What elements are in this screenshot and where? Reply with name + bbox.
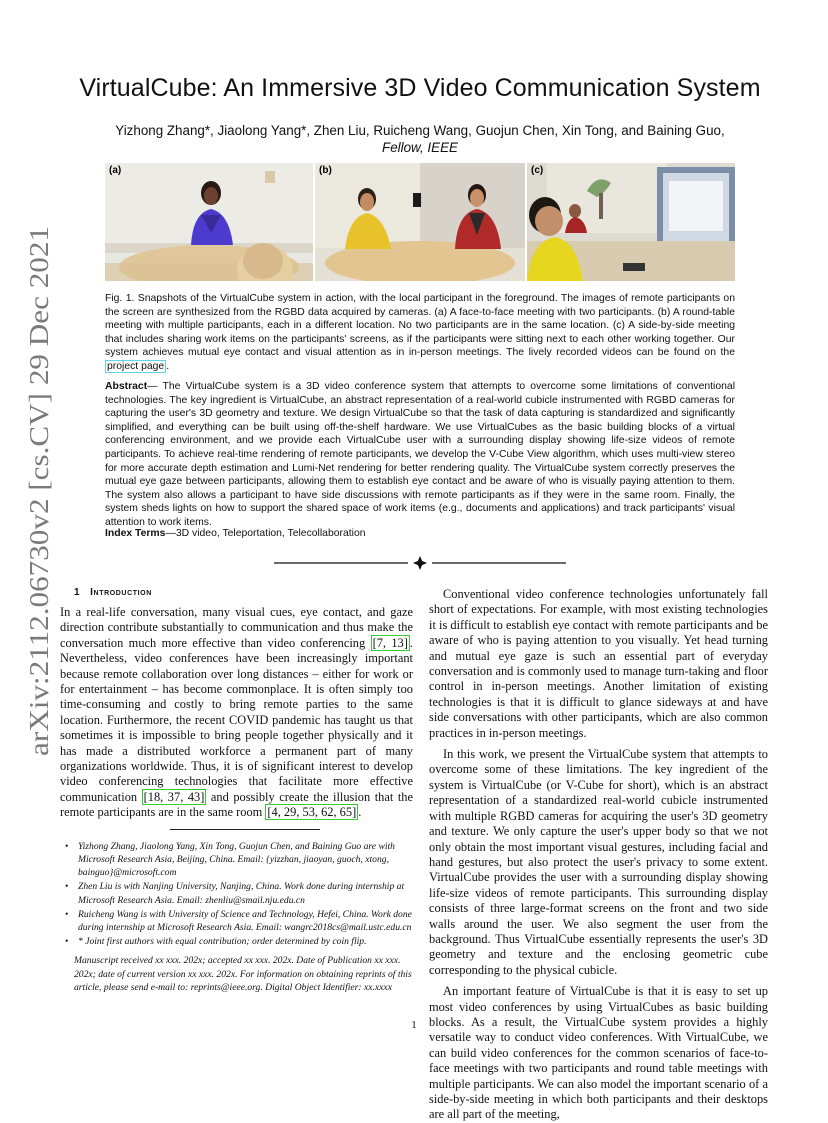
face-to-face-scene-image xyxy=(105,163,313,281)
abstract xyxy=(105,380,735,530)
side-by-side-scene-image xyxy=(527,163,735,281)
caption-text: Fig. 1. Snapshots of the VirtualCube system in action, with the local participant in the foreground. The images of remote participants on the screen are synthesized from the RGBD data acquired by cameras. (a) A face-to-face meeting with two participants. (b) A round-table meeting with multiple participants, each in a different location. No two participants are in the same location. (c) A side-by-side meeting that includes sharing work items on the participants' screens, as if the participants were sitting next to each other working together. Our system achieves mutual eye contact and visual attention as in in-person meetings. The lively recorded videos can be found on the xyxy=(105,293,735,359)
paragraph-text: and possibly create the illusion that the remote participants are in the same room xyxy=(60,789,413,820)
arxiv-identifier: arXiv:2112.06730v2 [cs.CV] 29 Dec 2021 xyxy=(24,296,54,756)
affiliation-item: • Ruicheng Wang is with University of Science and Technology, Hefei, China. Work done during internship at Microsoft Research Asia. Email: wangrc2018cs@mail.ustc.edu.cn xyxy=(78,908,413,934)
intro-paragraph-4: An important feature of VirtualCube is that it is easy to set up most video conferences by using VirtualCubes as basic building blocks. As a result, the VirtualCube system provides a highly versatile way to conduct video conferences. With VirtualCube, we can build video conferences for the common scenarios of face-to-face meetings with two participants and round table meetings with multiple participants. We can also model the important scenario of a side-by-side meeting in which both participants and their desktops are all part of the meeting, xyxy=(429,984,768,1122)
project-page-link[interactable]: project page xyxy=(107,360,165,372)
affiliation-item: • Yizhong Zhang, Jiaolong Yang, Xin Tong, Guojun Chen, and Baining Guo are with Microsoft Research Asia, Beijing, China. Email: {yizzhan, jiaoyan, guoch, xtong, bainguo}@microsoft.com xyxy=(78,840,413,880)
right-column xyxy=(429,587,768,1123)
paragraph-text: In a real-life conversation, many visual cues, eye contact, and gaze direction contribute substantially to communication and thus make the conversation much more effective than video conferencing xyxy=(60,605,413,650)
manuscript-note: Manuscript received xx xxx. 202x; accepted xx xxx. 202x. Date of Publication xx xxx. 202x; date of current version xx xxx. 202x. For information on obtaining reprints of this article, please send e-mail to: reprints@ieee.org. Digital Object Identifier: xx.xxxx xyxy=(74,955,412,993)
author-list xyxy=(40,122,800,156)
section-divider xyxy=(274,555,566,571)
paragraph-text: . xyxy=(358,805,362,820)
section-number: 1 xyxy=(74,587,81,598)
paragraph-text: . Nevertheless, video conferences have been increasingly important because remote collaboration over long distances – either for work or for entertainment – has become commonplace. It is often simply too time-consuming and costly to bring remote parties to the same location. Furthermore, the recent COVID pandemic has taught us that sometimes it is impossible to bring people together physically and it has made a distributed workforce a permanent part of many organizations worldwide. Thus, it is of significant interest to develop video conferencing technologies that facilitate more effective communication xyxy=(60,635,413,804)
index-terms-text: —3D video, Teleportation, Telecollaboration xyxy=(165,528,366,539)
footnote-rule xyxy=(170,829,320,830)
citation-link[interactable]: [18, 37, 43] xyxy=(143,789,205,804)
figure-panel-label: (c) xyxy=(531,165,544,176)
index-terms xyxy=(105,528,735,539)
affiliation-item: • * Joint first authors with equal contribution; order determined by coin flip. xyxy=(78,935,413,948)
round-table-scene-image xyxy=(315,163,525,281)
caption-end: . xyxy=(166,360,170,372)
author-fellow: Fellow, IEEE xyxy=(382,140,458,155)
intro-paragraph-3: In this work, we present the VirtualCube system that attempts to overcome some of these limitations. The key ingredient of the system is VirtualCube (or V-Cube for short), which is an abstract representation of a standardized real-world cubicle instrumented with multiple RGBD cameras for acquiring the user's 3D geometry and texture. We only capture the user's upper body so that we not only obtain the most important visual gestures, including facial and hand gestures, but also protect the user's privacy to some extent. VirtualCube provides the user with a surrounding display showing life-size videos of remote participants. This surrounding display consists of three large-format screens on the front and two side walls around the user. We also segment the user from the background. Thus VirtualCube essentially represents the user's 3D geometry and texture and the enclosing geometric cube corresponding to the physical cubicle. xyxy=(429,747,768,977)
affiliation-footnotes xyxy=(60,840,413,949)
intro-paragraph-1 xyxy=(60,605,413,821)
paper-title: VirtualCube: An Immersive 3D Video Communication System xyxy=(79,74,761,102)
abstract-label: Abstract xyxy=(105,381,148,392)
abstract-text: — The VirtualCube system is a 3D video conference system that attempts to overcome some limitations of conventional technologies. The key ingredient is VirtualCube, an abstract representation of a real-world cubicle instrumented with RGBD cameras for capturing the user's 3D geometry and texture. We design VirtualCube so that the task of data capturing is standardized and significantly simplified, and everything can be built using off-the-shelf hardware. We use VirtualCubes as the basic building blocks of a virtual conferencing environment, and we provide each VirtualCube user with a surrounding display showing life-size videos of remote participants. To achieve real-time rendering of remote participants, we develop the V-Cube View algorithm, which uses multi-view stereo for more accurate depth estimation and Lumi-Net rendering for better rendering quality. The VirtualCube system correctly preserves the mutual eye gaze between participants, allowing them to establish eye contact and be aware of who is visually paying attention to them. The system also allows a participant to have side discussions with remote participants as if they were in the same room. Finally, the system sheds lights on how to support the shared space of work items (e.g., documents and applications) and track participants' visual attention to work items. xyxy=(105,381,735,528)
section-title: Introduction xyxy=(90,587,152,598)
citation-link[interactable]: [7, 13] xyxy=(372,635,408,650)
figure-panel-b xyxy=(315,163,525,281)
figure-panel-a xyxy=(105,163,313,281)
figure-panel-c xyxy=(527,163,735,281)
page-number: 1 xyxy=(411,1019,417,1031)
affiliation-item: • Zhen Liu is with Nanjing University, Nanjing, China. Work done during internship at Microsoft Research Asia. Email: zhenliu@smail.nju.edu.cn xyxy=(78,880,413,906)
figure-panel-label: (b) xyxy=(319,165,332,176)
arxiv-stamp xyxy=(12,200,60,800)
teaser-figure xyxy=(105,163,735,281)
intro-paragraph-2: Conventional video conference technologies unfortunately fall short of expectations. For example, with most existing technologies it is difficult to establish eye contact with remote participants and be aware of who is paying attention to you visually. Yet head turning and mutual eye gaze is such an essential part of everyday conversation and is commonly used to manage turn-taking and floor control in in-person meetings. Another limitation of existing technologies is that it is difficult to glance sideways at and have side conversations with other participants, which are also common practices in in-person meetings. xyxy=(429,587,768,740)
figure-caption xyxy=(105,292,735,374)
figure-panel-label: (a) xyxy=(109,165,122,176)
author-line: Yizhong Zhang*, Jiaolong Yang*, Zhen Liu, Ruicheng Wang, Guojun Chen, Xin Tong, and Baining Guo, xyxy=(115,123,725,138)
section-heading xyxy=(74,587,413,598)
index-terms-label: Index Terms xyxy=(105,528,166,539)
citation-link[interactable]: [4, 29, 53, 62, 65] xyxy=(267,805,357,820)
left-column xyxy=(60,587,413,994)
